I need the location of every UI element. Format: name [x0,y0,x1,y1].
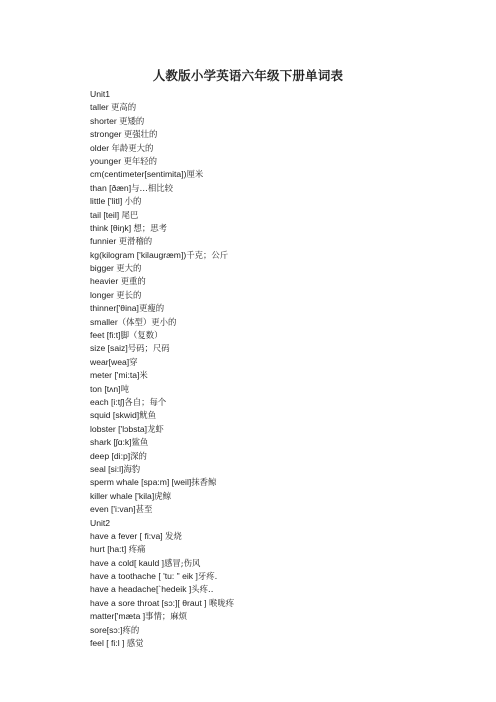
vocabulary-entry [90,396,234,409]
chinese-meaning: 头疼.. [191,584,214,595]
english-term: younger [90,155,124,166]
english-term: smaller [90,316,118,327]
english-term: seal [si:l] [90,463,124,474]
chinese-meaning: 感觉 [126,638,144,649]
chinese-meaning: 牙疼. [197,571,218,582]
chinese-meaning: 尾巴 [121,209,139,220]
english-term: than [ðæn] [90,182,132,193]
english-term: size [saiz] [90,343,128,354]
chinese-meaning: 年龄更大的 [111,142,154,153]
vocabulary-entry [90,624,234,637]
chinese-meaning: 各自；每个 [124,396,167,407]
english-term: meter ['mi:ta] [90,370,140,381]
chinese-meaning: 小的 [124,196,142,207]
chinese-meaning: 海豹 [123,463,141,474]
vocabulary-entry [90,436,234,449]
english-term: have a headache[`hedeik ] [90,584,192,595]
chinese-meaning: 甚至 [135,504,153,515]
vocabulary-entry [90,610,234,623]
chinese-meaning: 更长的 [116,289,142,300]
vocabulary-entry [90,423,234,436]
chinese-meaning: 疼的 [122,624,140,635]
vocabulary-entry [90,383,234,396]
vocabulary-list [90,88,234,650]
vocabulary-entry [90,209,234,222]
vocabulary-entry [90,302,234,315]
vocabulary-entry [90,490,234,503]
vocabulary-entry [90,476,234,489]
chinese-meaning: 米 [139,370,148,381]
vocabulary-entry [90,235,234,248]
english-term: squid [skwid] [90,410,140,421]
chinese-meaning: 更强壮的 [123,129,158,140]
vocabulary-entry [90,115,234,128]
vocabulary-entry [90,249,234,262]
chinese-meaning: 吨 [120,383,129,394]
chinese-meaning: 更年轻的 [123,155,157,166]
chinese-meaning: 厘米 [186,169,204,180]
english-term: lobster ['lɔbsta] [90,423,148,434]
chinese-meaning: 鱿鱼 [139,410,156,421]
english-term: sperm whale [spa:m] [weil] [90,477,192,488]
english-term: older [90,142,112,153]
chinese-meaning: 喉咙疼 [208,597,235,608]
vocabulary-entry [90,342,234,355]
vocabulary-entry [90,543,234,556]
english-term: Unit1 [90,89,111,99]
vocabulary-entry [90,101,234,114]
vocabulary-entry [90,155,234,168]
english-term: have a sore throat [sɔ:][ θraut ] [90,597,209,608]
chinese-meaning: 深的 [130,450,147,461]
chinese-meaning: 更重的 [120,276,146,287]
english-term: have a cold[ kauld ] [90,557,165,568]
vocabulary-entry [90,503,234,516]
vocabulary-entry [90,182,234,195]
vocabulary-entry [90,409,234,422]
english-term: Unit2 [90,517,111,528]
vocabulary-entry [90,142,234,155]
english-term: longer [90,289,117,300]
vocabulary-entry [90,289,234,302]
vocabulary-entry [90,222,234,235]
english-term: taller [90,102,112,113]
english-term: kg(kilogram ['kilauɡræm]) [90,249,187,260]
chinese-meaning: 号码；尺码 [127,343,170,354]
chinese-meaning: 更矮的 [119,115,145,126]
chinese-meaning: 想；思考 [133,222,167,233]
vocabulary-entry [90,583,234,596]
chinese-meaning: 事情；麻烦 [145,611,188,622]
vocabulary-entry [90,262,234,275]
english-term: stronger [90,129,124,140]
unit-heading [90,88,234,101]
vocabulary-entry [90,356,234,369]
english-term: each [i:tʃ] [90,396,125,407]
english-term: feel [ fi:l ] [90,638,127,649]
vocabulary-entry [90,637,234,650]
english-term: little ['litl] [90,196,125,207]
chinese-meaning: 更瘦的 [138,303,165,314]
vocabulary-entry [90,570,234,583]
vocabulary-entry [90,557,234,570]
english-term: hurt [ha:t] [90,544,129,555]
chinese-meaning: 抹香鲸 [191,477,217,488]
vocabulary-entry [90,316,234,329]
chinese-meaning: 发烧 [165,530,182,541]
english-term: killer whale ['kila] [90,490,155,501]
chinese-meaning: 脚（复数） [120,330,163,341]
chinese-meaning: 疼痛 [128,544,146,555]
chinese-meaning: 更高的 [111,102,137,113]
chinese-meaning: 更大的 [116,263,142,274]
chinese-meaning: 感冒;伤风 [164,557,201,568]
chinese-meaning: 穿 [129,356,138,367]
english-term: thinner['θina] [90,303,139,314]
chinese-meaning: 虎鲸 [154,490,171,501]
vocabulary-entry [90,275,234,288]
vocabulary-entry [90,128,234,141]
english-term: shorter [90,115,120,126]
english-term: ton [tʌn] [90,383,121,394]
vocabulary-entry [90,168,234,181]
english-term: bigger [90,263,117,274]
vocabulary-entry [90,329,234,342]
vocabulary-entry [90,463,234,476]
english-term: matter['mæta ] [90,611,146,622]
chinese-meaning: 千克；公斤 [186,249,229,260]
english-term: tail [teil] [90,209,122,220]
vocabulary-entry [90,530,234,543]
document-title: 人教版小学英语六年级下册单词表 [152,68,344,83]
vocabulary-entry [90,597,234,610]
vocabulary-entry [90,369,234,382]
chinese-meaning: 与…相比较 [131,182,173,193]
english-term: have a fever [ fi:va] [90,530,165,541]
english-term: cm(centimeter[sentimita]) [90,169,187,180]
english-term: deep [di:p] [90,450,131,461]
unit-heading [90,517,234,530]
english-term: funnier [90,236,119,247]
english-term: have a toothache [ 'tu: " eik ] [90,571,198,582]
english-term: sore[sɔ:] [90,624,123,635]
english-term: heavier [90,276,121,287]
english-term: feet [fi:t] [90,330,121,341]
chinese-meaning: （体型）更小的 [117,316,177,327]
english-term: shark [ʃɑ:k] [90,437,132,448]
english-term: even ['i:van] [90,504,136,515]
vocabulary-entry [90,195,234,208]
chinese-meaning: 更滑稽的 [118,236,153,247]
english-term: wear[wea] [90,356,130,367]
chinese-meaning: 龙虾 [147,423,164,434]
vocabulary-entry [90,450,234,463]
chinese-meaning: 鲨鱼 [131,437,149,448]
english-term: think [θiŋk] [90,222,134,233]
